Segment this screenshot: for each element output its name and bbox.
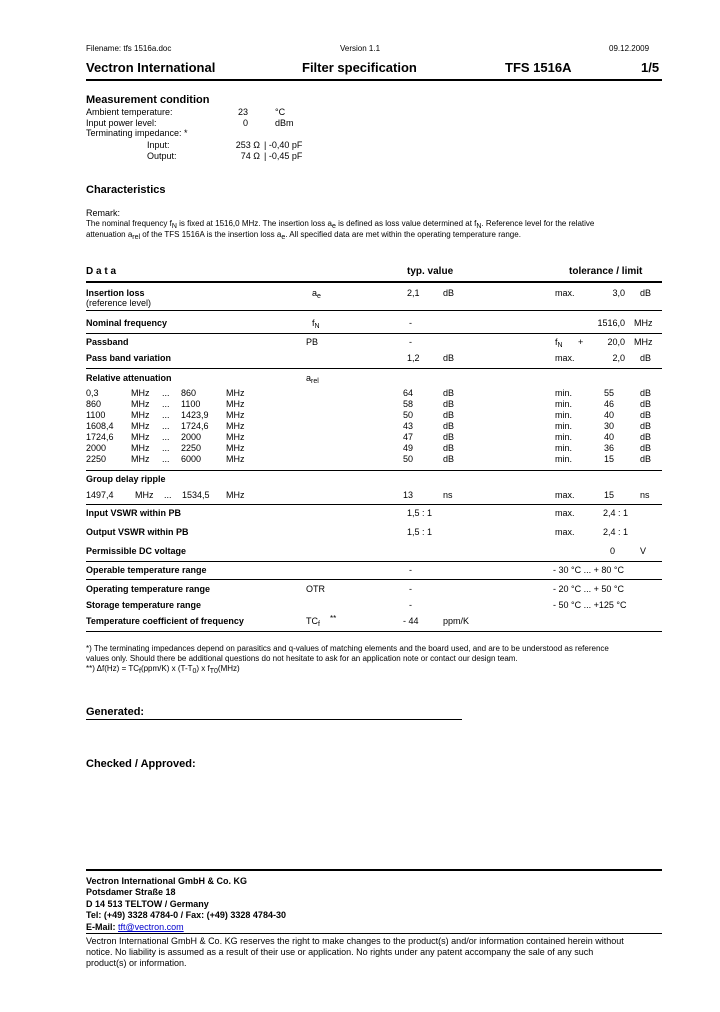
attenuation-cell-unit: dB [443,421,455,431]
nominal-frequency-unit: MHz [634,318,653,328]
dc-voltage-label: Permissible DC voltage [86,546,187,556]
group-delay-u1: MHz [135,490,154,500]
attenuation-cell-u1: MHz [131,443,150,453]
group-delay-unit: ns [443,490,453,500]
passband-variation-unit: dB [443,353,455,363]
footer-city: D 14 513 TELTOW / Germany [86,899,209,909]
attenuation-cell-dots: ... [162,421,170,431]
operable-temp-label: Operable temperature range [86,565,207,575]
footer-rule [86,869,662,871]
passband-variation-limit: 2,0 [612,353,625,363]
power-value: 0 [242,118,248,128]
tolerance-heading: tolerance / limit [569,266,643,277]
attenuation-cell-lim: min. [555,432,573,442]
remark-line-2: attenuation $a_{rel}$ of the TFS 1516A is the insertion loss $a_e$. All specified data are met within the operating temperature range. [86,230,521,241]
passband-plus: + [578,337,584,347]
page-number: 1/5 [641,60,660,75]
passband-variation-typ: 1,2 [407,353,420,363]
attenuation-cell-dots: ... [162,443,170,453]
attenuation-cell-limv: 36 [604,443,615,453]
attenuation-cell-u1: MHz [131,399,150,409]
attenuation-cell-f2: 2250 [181,443,202,453]
attenuation-cell-dots: ... [162,399,170,409]
nominal-frequency-label: Nominal frequency [86,318,168,328]
row-divider [86,310,662,311]
operating-temp-limit: - 20 °C ... + 50 °C [553,584,624,594]
disclaimer-line-2: notice. No liability is assumed as a result of their use or application. No rights under any patent accompany the sale of any such [86,947,594,957]
group-delay-limit-type: max. [555,490,575,500]
attenuation-cell-f2: 1423,9 [181,410,209,420]
dc-voltage-limit: 0 [610,546,616,556]
input-vswr-limit-type: max. [555,508,575,518]
email-link[interactable]: tft@vectron.com [118,922,184,932]
passband-symbol: PB [306,337,319,347]
generated-label: Generated: [86,706,145,718]
attenuation-cell-u2: MHz [226,388,245,398]
attenuation-cell-limu: dB [640,410,652,420]
attenuation-cell-unit: dB [443,432,455,442]
output-vswr-limit-type: max. [555,527,575,537]
disclaimer-line-1: Vectron International GmbH & Co. KG reserves the right to make changes to the product(s) and/or information contained herein without [86,936,624,946]
attenuation-cell-unit: dB [443,399,455,409]
attenuation-cell-limv: 46 [604,399,615,409]
attenuation-cell-f2: 1100 [181,399,201,409]
input-vswr-label: Input VSWR within PB [86,508,181,518]
attenuation-cell-u2: MHz [226,432,245,442]
dc-voltage-unit: V [640,546,647,556]
attenuation-cell-lim: min. [555,410,573,420]
output-vswr-typ: 1,5 : 1 [407,527,433,537]
attenuation-cell-limu: dB [640,443,652,453]
nominal-frequency-typ: - [409,318,412,328]
nominal-frequency-symbol: $f_N$ [312,318,320,330]
attenuation-cell-limu: dB [640,454,652,464]
group-delay-limit-unit: ns [640,490,650,500]
attenuation-cell-lim: min. [555,454,573,464]
checked-label: Checked / Approved: [86,758,196,770]
doc-type: Filter specification [302,60,417,75]
input-label: Input: [147,140,170,150]
remark-label: Remark: [86,208,121,218]
group-delay-dots: ... [164,490,172,500]
table-header-rule [86,281,662,283]
group-delay-typ: 13 [403,490,414,500]
output-vswr-limit: 2,4 : 1 [603,527,629,537]
passband-variation-limit-type: max. [555,353,575,363]
tc-frequency-star: ** [330,614,337,623]
nominal-frequency-limit: 1516,0 [597,318,625,328]
storage-temp-label: Storage temperature range [86,600,202,610]
attenuation-cell-u1: MHz [131,432,150,442]
attenuation-cell-limv: 55 [604,388,615,398]
ambient-value: 23 [237,107,248,117]
attenuation-cell-f2: 1724,6 [181,421,209,431]
attenuation-cell-u1: MHz [131,421,150,431]
attenuation-cell-f2: 6000 [181,454,202,464]
output-capacitance: | -0,45 pF [264,151,303,161]
tc-frequency-symbol: $TC_f$ [306,616,320,628]
attenuation-cell-typ: 50 [403,454,414,464]
storage-temp-limit: - 50 °C ... +125 °C [553,600,627,610]
power-unit: dBm [275,118,294,128]
typ-value-heading: typ. value [407,266,454,277]
group-delay-label: Group delay ripple [86,474,166,484]
input-vswr-typ: 1,5 : 1 [407,508,433,518]
date: 09.12.2009 [609,44,650,53]
footnote-2: **) $\Delta f(Hz) = TC_f(ppm/K)$ x $(T-T_0)$ x $f_{T0}(MHz)$ [86,664,240,675]
attenuation-cell-typ: 49 [403,443,414,453]
attenuation-cell-u1: MHz [131,388,150,398]
row-divider [86,368,662,369]
attenuation-cell-typ: 47 [403,432,414,442]
footer-inner-rule [86,933,662,934]
attenuation-cell-f1: 1100 [86,410,106,420]
attenuation-cell-limv: 40 [604,410,615,420]
output-vswr-label: Output VSWR within PB [86,527,189,537]
relative-attenuation-symbol: $a_{rel}$ [306,373,319,385]
attenuation-cell-f2: 2000 [181,432,202,442]
attenuation-cell-u2: MHz [226,421,245,431]
header-rule [86,79,662,81]
passband-limit-symbol: $f_N$ [555,337,563,349]
attenuation-cell-f1: 0,3 [86,388,99,398]
data-heading: D a t a [86,266,117,277]
insertion-loss-typ: 2,1 [407,288,420,298]
relative-attenuation-label: Relative attenuation [86,373,172,383]
operating-temp-typ: - [409,584,412,594]
passband-limit-unit: MHz [634,337,653,347]
row-divider [86,579,662,580]
group-delay-limit: 15 [603,490,614,500]
insertion-loss-limit: 3,0 [612,288,625,298]
attenuation-cell-lim: min. [555,399,573,409]
attenuation-cell-u2: MHz [226,399,245,409]
passband-variation-label: Pass band variation [86,353,172,363]
generated-signature-line [86,719,462,720]
filename: Filename: tfs 1516a.doc [86,44,172,53]
attenuation-cell-limv: 40 [604,432,615,442]
attenuation-cell-f1: 1608,4 [86,421,114,431]
footer-company: Vectron International GmbH & Co. KG [86,876,248,886]
output-label: Output: [147,151,177,161]
operable-temp-limit: - 30 °C ... + 80 °C [553,565,624,575]
footer-street: Potsdamer Straße 18 [86,887,176,897]
attenuation-cell-unit: dB [443,443,455,453]
attenuation-cell-typ: 50 [403,410,414,420]
passband-label: Passband [86,337,129,347]
attenuation-cell-f1: 1724,6 [86,432,114,442]
tc-frequency-label: Temperature coefficient of frequency [86,616,244,626]
row-divider [86,504,662,505]
insertion-loss-label: Insertion loss [86,288,145,298]
insertion-loss-limit-unit: dB [640,288,652,298]
version: Version 1.1 [340,44,381,53]
attenuation-cell-dots: ... [162,432,170,442]
term-label: Terminating impedance: * [86,128,188,138]
attenuation-cell-u1: MHz [131,410,150,420]
operable-temp-typ: - [409,565,412,575]
insertion-loss-sub: (reference level) [86,298,152,308]
attenuation-cell-limu: dB [640,432,652,442]
operating-temp-symbol: OTR [306,584,325,594]
passband-limit: 20,0 [607,337,625,347]
operating-temp-label: Operating temperature range [86,584,211,594]
attenuation-cell-dots: ... [162,410,170,420]
attenuation-cell-lim: min. [555,421,573,431]
remark-line-1: The nominal frequency $f_N$ is fixed at 1516,0 MHz. The insertion loss $a_e$ is defined as loss value determined at $f_N$. Reference level for the relative [86,219,595,230]
attenuation-cell-f1: 2250 [86,454,107,464]
row-divider [86,470,662,471]
attenuation-cell-unit: dB [443,388,455,398]
characteristics-title: Characteristics [86,184,166,196]
part-number: TFS 1516A [505,60,572,75]
company-title: Vectron International [86,60,216,75]
footnote-1-line-1: *) The terminating impedances depend on parasitics and q-values of matching elements and the board used, and are to be understood as reference [86,644,609,653]
tc-frequency-typ: - 44 [403,616,419,626]
attenuation-cell-lim: min. [555,388,573,398]
tc-frequency-unit: ppm/K [443,616,470,626]
attenuation-cell-limv: 15 [604,454,615,464]
storage-temp-typ: - [409,600,412,610]
row-divider [86,333,662,334]
power-label: Input power level: [86,118,157,128]
passband-typ: - [409,337,412,347]
attenuation-cell-typ: 58 [403,399,414,409]
row-divider [86,561,662,562]
passband-variation-limit-unit: dB [640,353,652,363]
attenuation-cell-dots: ... [162,388,170,398]
attenuation-cell-u2: MHz [226,454,245,464]
attenuation-cell-typ: 43 [403,421,414,431]
attenuation-cell-u2: MHz [226,443,245,453]
disclaimer-line-3: product(s) or information. [86,958,187,968]
footnote-1-line-2: values only. Should there be additional questions do not hesitate to ask for an application note or contact our design team. [86,654,518,663]
attenuation-cell-f1: 2000 [86,443,107,453]
attenuation-cell-unit: dB [443,410,455,420]
insertion-loss-limit-type: max. [555,288,575,298]
attenuation-cell-limv: 30 [604,421,615,431]
attenuation-cell-lim: min. [555,443,573,453]
insertion-loss-unit: dB [443,288,455,298]
attenuation-cell-f2: 860 [181,388,197,398]
output-impedance: 74 Ω [240,151,260,161]
attenuation-cell-unit: dB [443,454,455,464]
group-delay-u2: MHz [226,490,245,500]
attenuation-cell-u2: MHz [226,410,245,420]
footer-phone: Tel: (+49) 3328 4784-0 / Fax: (+49) 3328 4784-30 [86,910,286,920]
attenuation-cell-u1: MHz [131,454,150,464]
attenuation-cell-limu: dB [640,421,652,431]
ambient-label: Ambient temperature: [86,107,173,117]
attenuation-cell-dots: ... [162,454,170,464]
attenuation-cell-limu: dB [640,399,652,409]
attenuation-cell-typ: 64 [403,388,414,398]
table-bottom-rule [86,631,662,632]
insertion-loss-symbol: $a_e$ [312,288,321,300]
input-capacitance: | -0,40 pF [264,140,303,150]
group-delay-f2: 1534,5 [182,490,210,500]
ambient-unit: °C [275,107,286,117]
input-impedance: 253 Ω [235,140,260,150]
attenuation-cell-f1: 860 [86,399,102,409]
input-vswr-limit: 2,4 : 1 [603,508,629,518]
footer-email-line: E-Mail: tft@vectron.com [86,922,184,932]
attenuation-cell-limu: dB [640,388,652,398]
group-delay-f1: 1497,4 [86,490,114,500]
measurement-title: Measurement condition [86,94,210,106]
